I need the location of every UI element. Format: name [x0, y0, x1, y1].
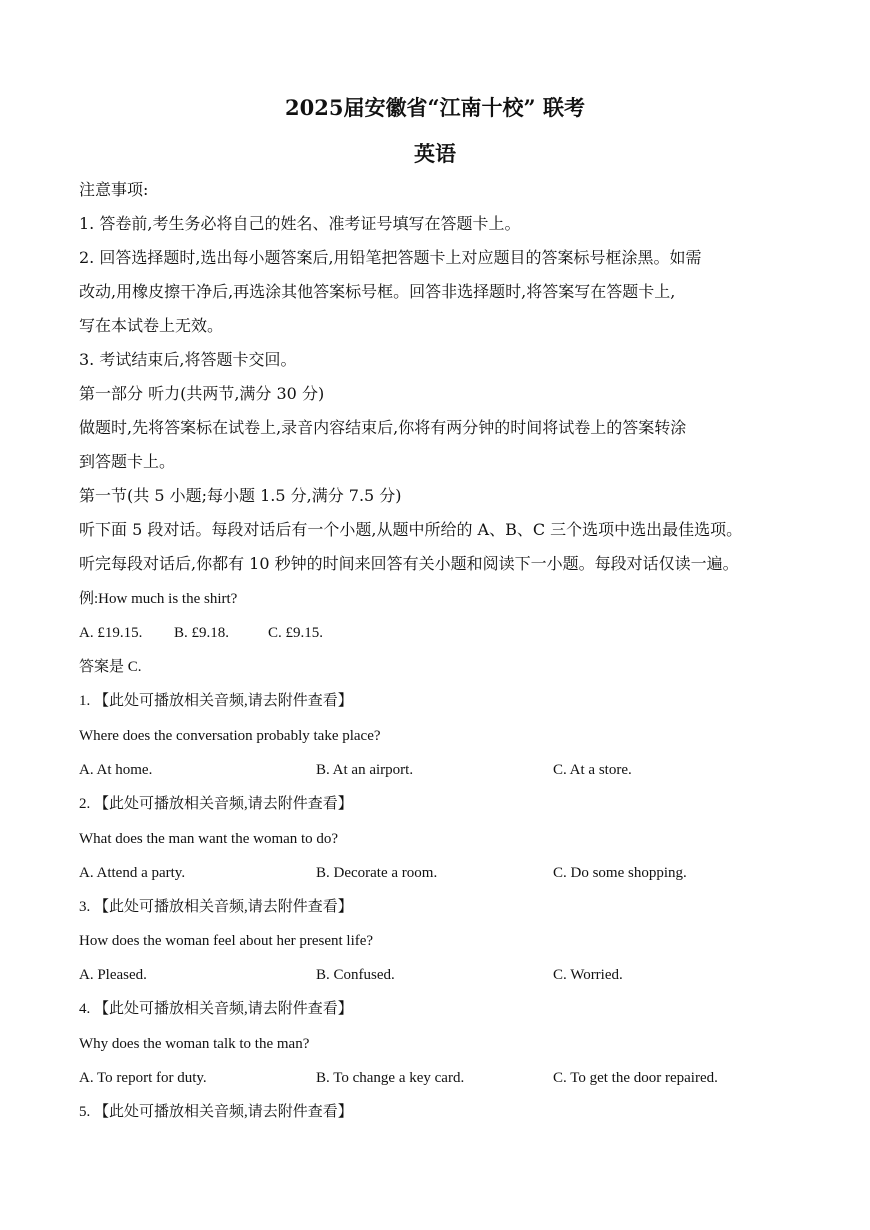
question-2-audio[interactable]: 2. 【此处可播放相关音频,请去附件查看】 — [79, 796, 353, 812]
part1-heading: 第一部分 听力(共两节,满分 30 分) — [79, 384, 325, 403]
question-2-option-c: C. Do some shopping. — [553, 865, 687, 881]
question-2-option-a: A. Attend a party. — [79, 865, 186, 881]
question-4-option-c: C. To get the door repaired. — [553, 1070, 718, 1086]
part1-instruction-line-1: 做题时,先将答案标在试卷上,录音内容结束后,你将有两分钟的时间将试卷上的答案转涂 — [79, 418, 687, 437]
question-3-option-a: A. Pleased. — [79, 967, 147, 983]
notice-item-3: 3. 考试结束后,将答题卡交回。 — [79, 350, 297, 369]
example-question: 例:How much is the shirt? — [79, 591, 238, 607]
question-3-option-c: C. Worried. — [553, 967, 623, 983]
notice-heading: 注意事项: — [79, 180, 149, 199]
example-option-b: B. £9.18. — [174, 625, 230, 641]
question-3-audio[interactable]: 3. 【此处可播放相关音频,请去附件查看】 — [79, 899, 353, 915]
section1-instruction-line-2: 听完每段对话后,你都有 10 秒钟的时间来回答有关小题和阅读下一小题。每段对话仅读一遍。 — [79, 554, 739, 573]
question-1-audio[interactable]: 1. 【此处可播放相关音频,请去附件查看】 — [79, 693, 353, 709]
question-3-option-b: B. Confused. — [316, 967, 395, 983]
question-4-audio[interactable]: 4. 【此处可播放相关音频,请去附件查看】 — [79, 1001, 353, 1017]
question-5-audio[interactable]: 5. 【此处可播放相关音频,请去附件查看】 — [79, 1104, 353, 1120]
section1-instruction-line-1: 听下面 5 段对话。每段对话后有一个小题,从题中所给的 A、B、C 三个选项中选出最佳选项。 — [79, 520, 743, 539]
exam-title: 2025届安徽省“江南十校” 联考 — [285, 95, 585, 120]
question-4-option-b: B. To change a key card. — [316, 1070, 465, 1086]
example-option-c: C. £9.15. — [268, 625, 324, 641]
question-4-option-a: A. To report for duty. — [79, 1070, 207, 1086]
notice-item-2-line-2: 改动,用橡皮擦干净后,再选涂其他答案标号框。回答非选择题时,将答案写在答题卡上, — [79, 282, 676, 301]
question-2-option-b: B. Decorate a room. — [316, 865, 438, 881]
notice-item-2-line-1: 2. 回答选择题时,选出每小题答案后,用铅笔把答题卡上对应题目的答案标号框涂黑。如需 — [79, 248, 702, 267]
question-4-text: Why does the woman talk to the man? — [79, 1036, 310, 1052]
question-1-option-b: B. At an airport. — [316, 762, 414, 778]
example-option-a: A. £19.15. — [79, 625, 143, 641]
part1-instruction-line-2: 到答题卡上。 — [79, 452, 176, 471]
section1-heading: 第一节(共 5 小题;每小题 1.5 分,满分 7.5 分) — [79, 486, 402, 505]
question-1-text: Where does the conversation probably take place? — [79, 728, 381, 744]
question-1-option-a: A. At home. — [79, 762, 153, 778]
notice-item-1: 1. 答卷前,考生务必将自己的姓名、准考证号填写在答题卡上。 — [79, 214, 521, 233]
question-3-text: How does the woman feel about her present life? — [79, 933, 374, 949]
question-2-text: What does the man want the woman to do? — [79, 831, 339, 847]
exam-subject: 英语 — [414, 141, 456, 166]
question-1-option-c: C. At a store. — [553, 762, 632, 778]
notice-item-2-line-3: 写在本试卷上无效。 — [79, 316, 224, 335]
example-answer: 答案是 C. — [79, 659, 142, 675]
